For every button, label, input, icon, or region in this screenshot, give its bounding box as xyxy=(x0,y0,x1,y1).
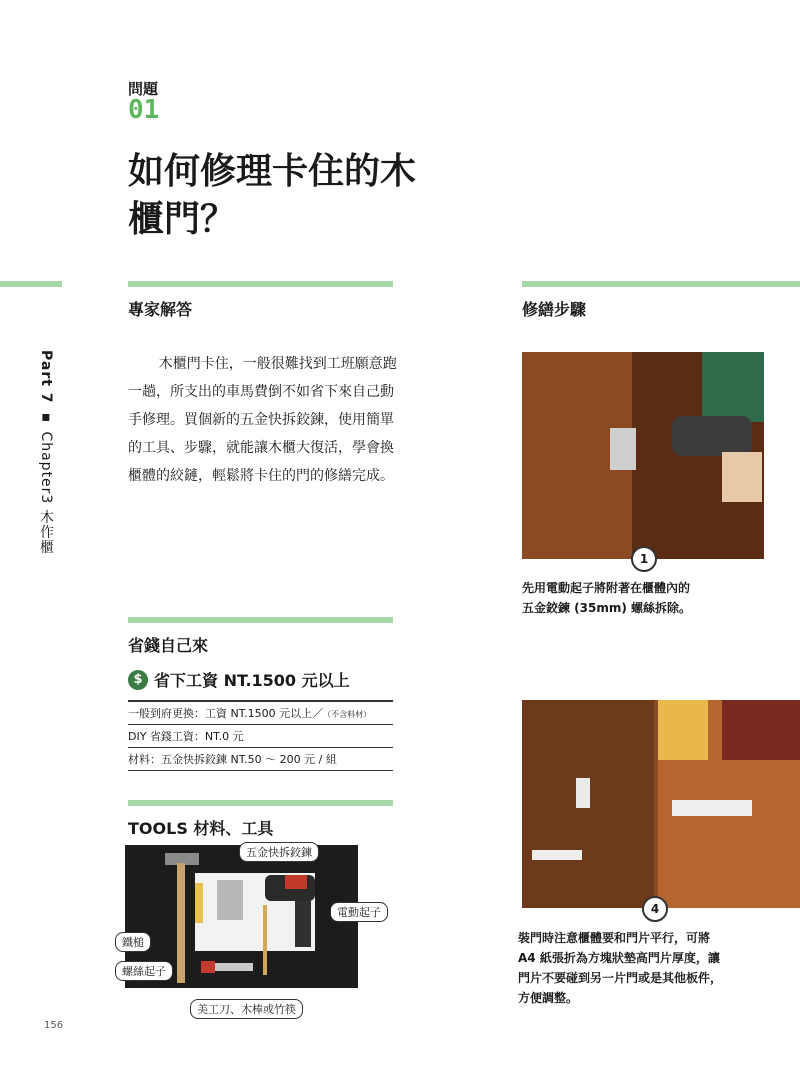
tools-bar xyxy=(128,800,393,806)
left-margin-bar xyxy=(0,281,62,287)
step-4-caption-line: A4 紙張折為方塊狀墊高門片厚度，讓 xyxy=(518,951,720,965)
tools-photo xyxy=(122,845,358,988)
step-4-caption-line: 方便調整。 xyxy=(518,991,579,1005)
chapter-label: Chapter3 xyxy=(38,431,54,505)
cost-line-text: 材料：五金快拆鉸鍊 NT.50 ～ 200 元 / 組 xyxy=(128,753,337,766)
cost-line-text: DIY 省錢工資：NT.0 元 xyxy=(128,730,244,743)
cost-line xyxy=(128,700,393,725)
step-4-caption xyxy=(518,928,722,1008)
step-4-photo xyxy=(522,700,800,908)
step-4-number: 4 xyxy=(642,896,668,922)
side-bullet: ▪ xyxy=(38,409,54,426)
repair-heading: 修繕步驟 xyxy=(522,300,587,319)
knife-tag: 美工刀、木棒或竹筷 xyxy=(190,999,303,1019)
expert-body: 木櫃門卡住，一般很難找到工班願意跑一趟，所支出的車馬費倒不如省下來自己動手修理。買個新的五金快拆鉸鍊，使用簡單的工具、步驟，就能讓木櫃大復活，學會換櫃體的絞鏈，輕鬆將卡住的門的修繕完成。 xyxy=(128,356,397,484)
step-1-caption-line: 五金鉸鍊 (35mm) 螺絲拆除。 xyxy=(522,601,692,615)
question-label: 問題 xyxy=(128,80,159,98)
expert-bar xyxy=(128,281,393,287)
hammer-tag: 鐵槌 xyxy=(115,932,151,952)
step-4-caption-line: 門片不要碰到另一片門或是其他板件， xyxy=(518,971,723,985)
step-1-caption-line: 先用電動起子將附著在櫃體內的 xyxy=(522,581,691,595)
question-number: 01 xyxy=(128,95,160,125)
step-1-photo xyxy=(522,352,764,559)
savings-headline: 省下工資 NT.1500 元以上 xyxy=(154,671,350,690)
cost-line xyxy=(128,748,393,771)
step-1-caption xyxy=(522,578,691,618)
expert-heading: 專家解答 xyxy=(128,300,193,319)
savings-headline-row xyxy=(128,668,350,691)
page-title: 如何修理卡住的木櫃門？ xyxy=(128,151,417,240)
step-4-illustration xyxy=(522,700,800,908)
cost-line xyxy=(128,725,393,748)
step-1-illustration xyxy=(522,352,764,559)
page-number: 156 xyxy=(44,1020,64,1031)
tools-heading: TOOLS 材料、工具 xyxy=(128,819,274,838)
screwdriver-tag: 螺絲起子 xyxy=(115,961,173,981)
drill-tag: 電動起子 xyxy=(330,902,388,922)
cost-line-note: （不含料材） xyxy=(323,710,372,719)
step-4-caption-line: 裝門時注意櫃體要和門片平行，可將 xyxy=(518,931,711,945)
coin-icon: $ xyxy=(128,670,148,690)
chapter-side-label xyxy=(36,350,56,555)
savings-bar xyxy=(128,617,393,623)
repair-bar xyxy=(522,281,800,287)
hinge-tag: 五金快拆鉸鍊 xyxy=(239,842,319,862)
cost-line-text: 一般到府更換：工資 NT.1500 元以上／ xyxy=(128,707,324,720)
savings-heading: 省錢自己來 xyxy=(128,636,209,655)
step-1-number: 1 xyxy=(631,546,657,572)
cost-table xyxy=(128,700,393,771)
topic-label: 木作櫃 xyxy=(38,509,54,555)
part-label: Part 7 xyxy=(38,350,54,404)
